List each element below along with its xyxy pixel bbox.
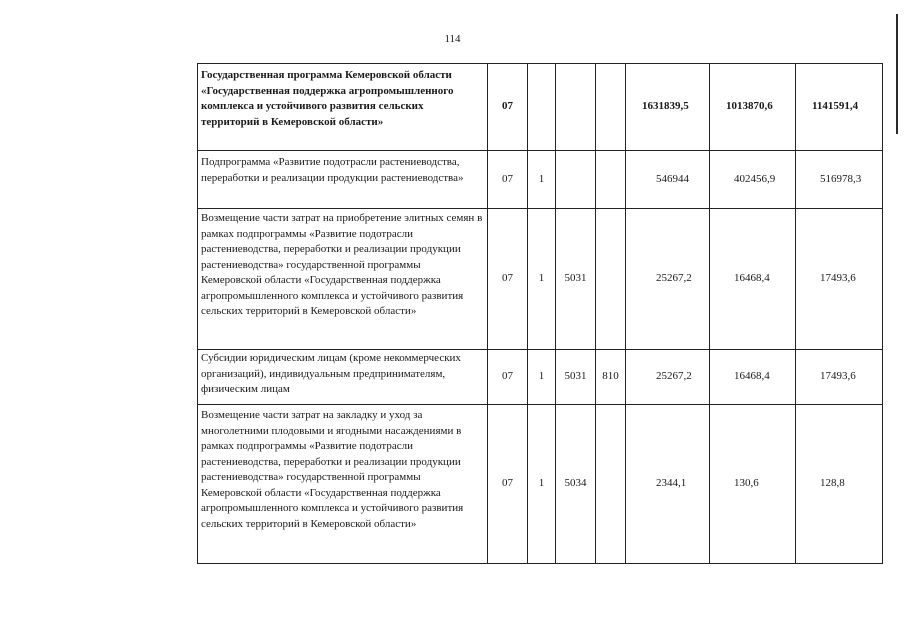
target-code: 5031 <box>556 209 596 350</box>
amount-year-1: 1631839,5 <box>626 64 710 151</box>
expense-type-code <box>596 151 626 209</box>
scan-edge-line <box>896 14 898 134</box>
amount-year-2: 130,6 <box>710 405 796 564</box>
amount-year-2: 16468,4 <box>710 209 796 350</box>
section-code: 07 <box>488 151 528 209</box>
row-description: Подпрограмма «Развитие подотрасли растениеводства, переработки и реализации продукции растениеводства» <box>198 151 488 209</box>
target-code: 5031 <box>556 350 596 405</box>
amount-year-1: 2344,1 <box>626 405 710 564</box>
target-code <box>556 64 596 151</box>
table-row <box>198 405 883 564</box>
table-row <box>198 209 883 350</box>
subprogram-code: 1 <box>528 350 556 405</box>
table-row <box>198 350 883 405</box>
amount-year-3: 128,8 <box>796 405 883 564</box>
row-description: Возмещение части затрат на закладку и уход за многолетними плодовыми и ягодными насаждениями в рамках подпрограммы «Развитие подотрасли растениеводства, переработки и реализации продукции растениеводства» государственной программы Кемеровской области «Государственная поддержка агропромышленного комплекса и устойчивого развития сельских территорий в Кемеровской области» <box>198 405 488 564</box>
expense-type-code <box>596 209 626 350</box>
table-row <box>198 64 883 151</box>
expense-type-code <box>596 64 626 151</box>
subprogram-code: 1 <box>528 151 556 209</box>
subprogram-code: 1 <box>528 209 556 350</box>
row-description: Государственная программа Кемеровской области «Государственная поддержка агропромышленного комплекса и устойчивого развития сельских территорий в Кемеровской области» <box>198 64 488 151</box>
amount-year-3: 17493,6 <box>796 209 883 350</box>
section-code: 07 <box>488 64 528 151</box>
subprogram-code: 1 <box>528 405 556 564</box>
row-description: Возмещение части затрат на приобретение элитных семян в рамках подпрограммы «Развитие подотрасли растениеводства, переработки и реализации продукции растениеводства» государственной программы Кемеровской области «Государственная поддержка агропромышленного комплекса и устойчивого развития сельских территорий в Кемеровской области» <box>198 209 488 350</box>
section-code: 07 <box>488 209 528 350</box>
amount-year-2: 402456,9 <box>710 151 796 209</box>
page-number: 114 <box>444 33 461 45</box>
target-code <box>556 151 596 209</box>
amount-year-1: 25267,2 <box>626 209 710 350</box>
section-code: 07 <box>488 405 528 564</box>
subprogram-code <box>528 64 556 151</box>
expense-type-code: 810 <box>596 350 626 405</box>
amount-year-3: 1141591,4 <box>796 64 883 151</box>
amount-year-2: 1013870,6 <box>710 64 796 151</box>
budget-table <box>197 63 883 564</box>
row-description: Субсидии юридическим лицам (кроме некоммерческих организаций), индивидуальным предпринимателям, физическим лицам <box>198 350 488 405</box>
target-code: 5034 <box>556 405 596 564</box>
expense-type-code <box>596 405 626 564</box>
table-row <box>198 151 883 209</box>
section-code: 07 <box>488 350 528 405</box>
amount-year-1: 546944 <box>626 151 710 209</box>
amount-year-2: 16468,4 <box>710 350 796 405</box>
amount-year-3: 516978,3 <box>796 151 883 209</box>
amount-year-1: 25267,2 <box>626 350 710 405</box>
amount-year-3: 17493,6 <box>796 350 883 405</box>
